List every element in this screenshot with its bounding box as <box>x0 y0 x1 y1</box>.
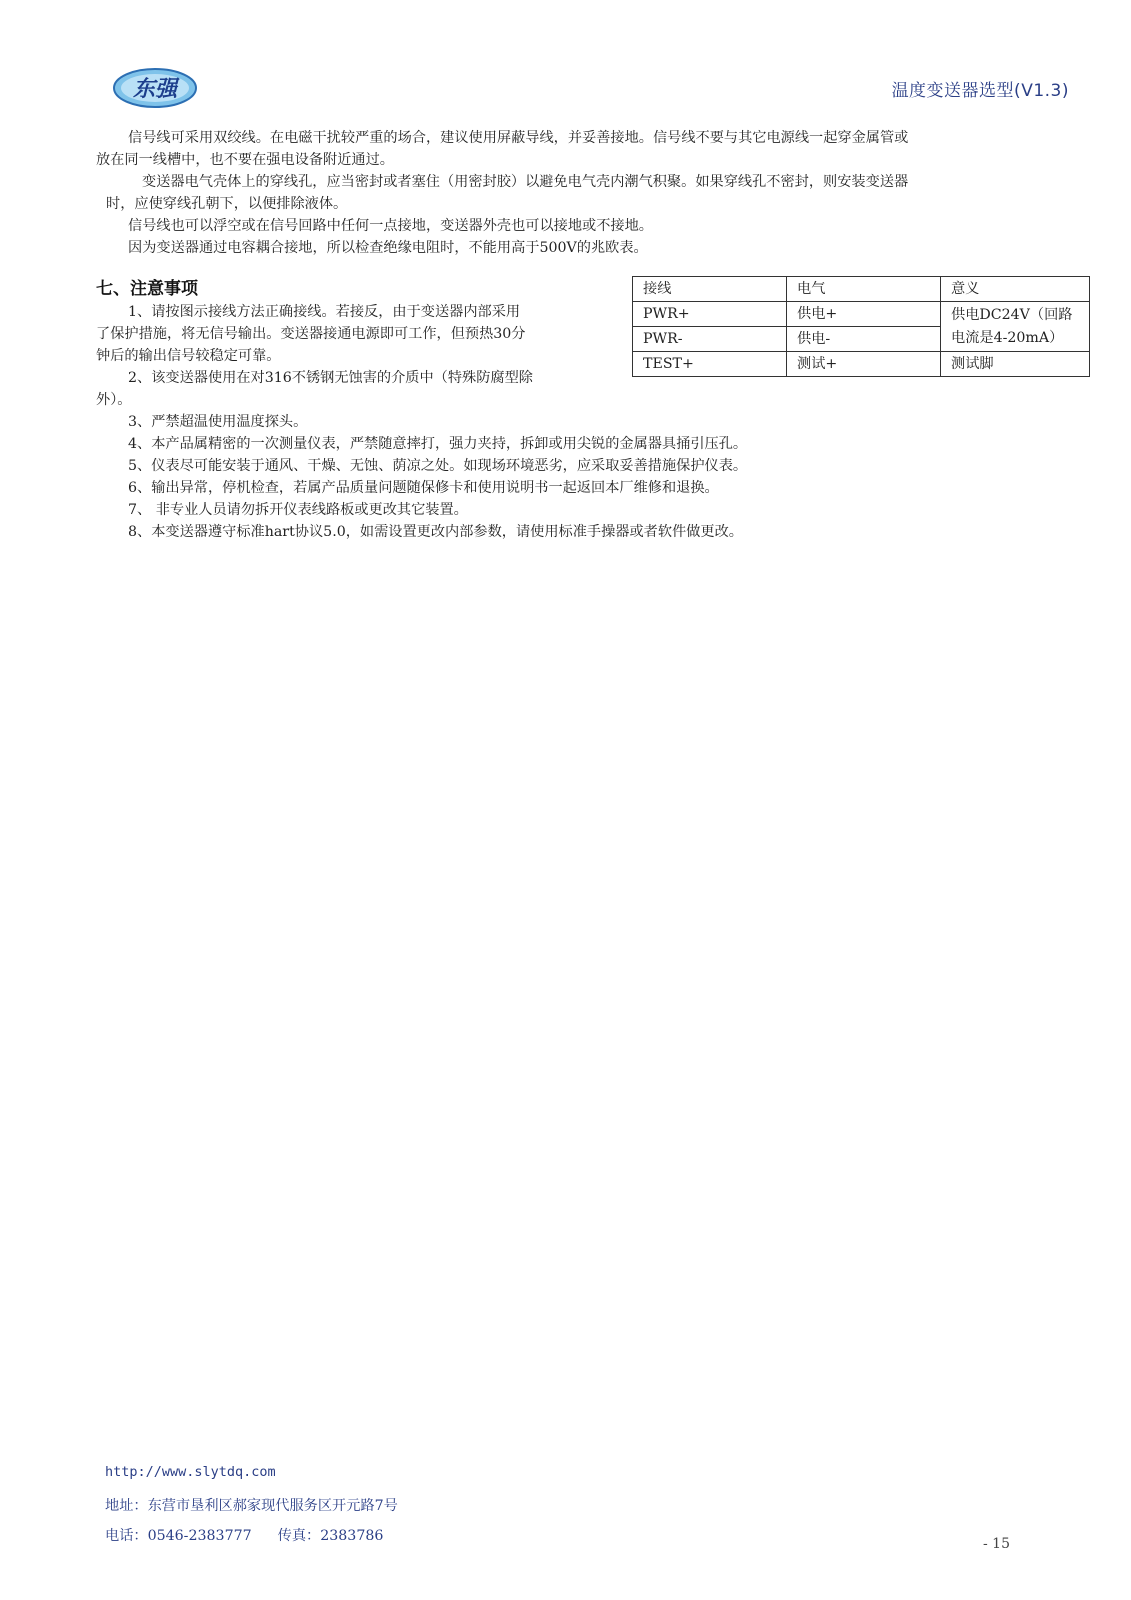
table-header-cell: 意义 <box>941 277 1090 302</box>
wiring-instructions <box>96 127 1076 259</box>
table-header-row <box>633 277 1090 302</box>
table-header-cell: 电气 <box>787 277 941 302</box>
note-item: 4、本产品属精密的一次测量仪表，严禁随意摔打，强力夹持，拆卸或用尖锐的金属器具捅引压孔。 <box>128 436 748 452</box>
meaning-line: 供电DC24V（回路 <box>951 306 1073 323</box>
footer-address: 地址：东营市垦利区郝家现代服务区开元路7号 <box>105 1498 398 1514</box>
table-row <box>633 352 1090 377</box>
footer-tel: 电话：0546-2383777 <box>105 1528 252 1544</box>
table-cell: TEST+ <box>633 352 787 377</box>
table-header-cell: 接线 <box>633 277 787 302</box>
section-heading: 七、注意事项 <box>96 279 198 299</box>
note-item: 5、仪表尽可能安装于通风、干燥、无蚀、荫凉之处。如现场环境恶劣，应采取妥善措施保护仪表。 <box>128 458 748 474</box>
note-item: 1、请按图示接线方法正确接线。若接反，由于变送器内部采用 <box>128 304 521 320</box>
table-row <box>633 302 1090 327</box>
footer-contact <box>105 1525 383 1545</box>
note-item: 7、 非专业人员请勿拆开仪表线路板或更改其它装置。 <box>128 502 468 518</box>
paragraph: 时，应使穿线孔朝下，以便排除液体。 <box>106 196 348 212</box>
note-item: 8、本变送器遵守标准hart协议5.0，如需设置更改内部参数，请使用标准手操器或者软件做更改。 <box>128 524 743 540</box>
note-item: 3、严禁超温使用温度探头。 <box>128 414 308 430</box>
table-cell: PWR- <box>633 327 787 352</box>
paragraph: 变送器电气壳体上的穿线孔，应当密封或者塞住（用密封胶）以避免电气壳内潮气积聚。如果穿线孔不密封，则安装变送器 <box>142 174 909 190</box>
paragraph: 放在同一线槽中，也不要在强电设备附近通过。 <box>96 152 394 168</box>
note-item: 2、该变送器使用在对316不锈钢无蚀害的介质中（特殊防腐型除 <box>128 370 533 386</box>
footer-url[interactable]: http://www.slytdq.com <box>105 1464 276 1480</box>
table-cell: 供电+ <box>787 302 941 327</box>
table-cell: PWR+ <box>633 302 787 327</box>
paragraph: 信号线可采用双绞线。在电磁干扰较严重的场合，建议使用屏蔽导线，并妥善接地。信号线不要与其它电源线一起穿金属管或 <box>128 130 909 146</box>
paragraph: 信号线也可以浮空或在信号回路中任何一点接地，变送器外壳也可以接地或不接地。 <box>128 218 653 234</box>
table-cell-merged <box>941 302 1090 352</box>
footer-fax: 传真：2383786 <box>277 1528 384 1544</box>
table-cell: 测试脚 <box>941 352 1090 377</box>
wiring-table <box>632 276 1090 377</box>
document-title: 温度变送器选型(V1.3) <box>891 81 1069 101</box>
svg-text:东强: 东强 <box>132 76 178 102</box>
table-cell: 供电- <box>787 327 941 352</box>
meaning-line: 电流是4-20mA） <box>951 329 1064 346</box>
note-item: 了保护措施，将无信号输出。变送器接通电源即可工作，但预热30分 <box>96 326 526 342</box>
page-number: - 15 <box>983 1536 1010 1552</box>
note-item: 外）。 <box>96 392 132 408</box>
paragraph: 因为变送器通过电容耦合接地，所以检查绝缘电阻时，不能用高于500V的兆欧表。 <box>128 240 648 256</box>
company-logo <box>112 66 198 110</box>
note-item: 钟后的输出信号较稳定可靠。 <box>96 348 281 364</box>
table-cell: 测试+ <box>787 352 941 377</box>
note-item: 6、输出异常，停机检查，若属产品质量问题随保修卡和使用说明书一起返回本厂维修和退换。 <box>128 480 719 496</box>
